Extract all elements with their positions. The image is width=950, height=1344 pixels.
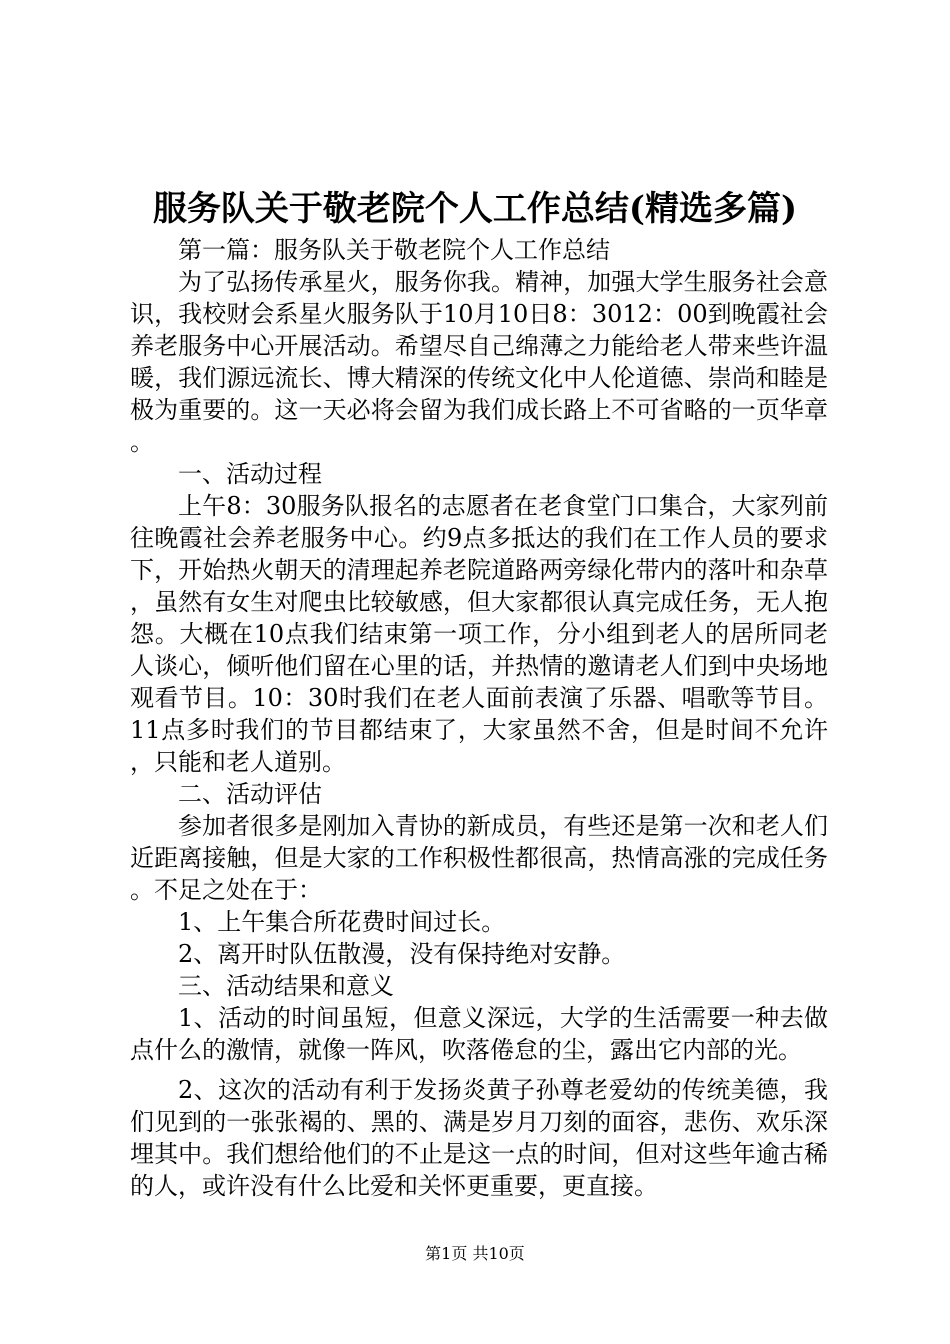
evaluation-item-2: 2、离开时队伍散漫，没有保持绝对安静。 [178,940,626,968]
document-body [130,234,828,1202]
section-heading-process: 一、活动过程 [178,460,322,488]
evaluation-paragraph: 参加者很多是刚加入青协的新成员，有些还是第一次和老人们近距离接触，但是大家的工作积极性都很高，热情高涨的完成任务。不足之处在于： [130,812,828,904]
section-heading-part-one: 第一篇：服务队关于敬老院个人工作总结 [178,236,610,264]
process-paragraph: 上午8：30服务队报名的志愿者在老食堂门口集合，大家列前往晚霞社会养老服务中心。约9点多抵达的我们在工作人员的要求下，开始热火朝天的清理起养老院道路两旁绿化带内的落叶和杂草，虽然有女生对爬虫比较敏感，但大家都很认真完成任务，无人抱怨。大概在10点我们结束第一项工作，分小组到老人的居所同老人谈心，倾听他们留在心里的话，并热情的邀请老人们到中央场地观看节目。10：30时我们在老人面前表演了乐器、唱歌等节目。11点多时我们的节目都结束了，大家虽然不舍，但是时间不允许，只能和老人道别。 [130,492,828,776]
section-heading-results: 三、活动结果和意义 [178,972,394,1000]
intro-paragraph: 为了弘扬传承星火，服务你我。精神，加强大学生服务社会意识，我校财会系星火服务队于10月10日8：3012：00到晚霞社会养老服务中心开展活动。希望尽自己绵薄之力能给老人带来些许温暖，我们源远流长、博大精深的传统文化中人伦道德、崇尚和睦是极为重要的。这一天必将会留为我们成长路上不可省略的一页华章。 [130,268,828,456]
results-item-1: 1、活动的时间虽短，但意义深远，大学的生活需要一种去做点什么的激情，就像一阵风，吹落倦怠的尘，露出它内部的光。 [130,1004,828,1064]
evaluation-item-1: 1、上午集合所花费时间过长。 [178,908,506,936]
document-title: 服务队关于敬老院个人工作总结(精选多篇) [152,189,798,229]
page-footer: 第1页 共10页 [425,1244,525,1263]
section-heading-evaluation: 二、活动评估 [178,780,322,808]
results-item-2: 2、这次的活动有利于发扬炎黄子孙尊老爱幼的传统美德，我们见到的一张张褐的、黑的、满是岁月刀刻的面容，悲伤、欢乐深埋其中。我们想给他们的不止是这一点的时间，但对这些年逾古稀的人，或许没有什么比爱和关怀更重要，更直接。 [130,1076,828,1200]
